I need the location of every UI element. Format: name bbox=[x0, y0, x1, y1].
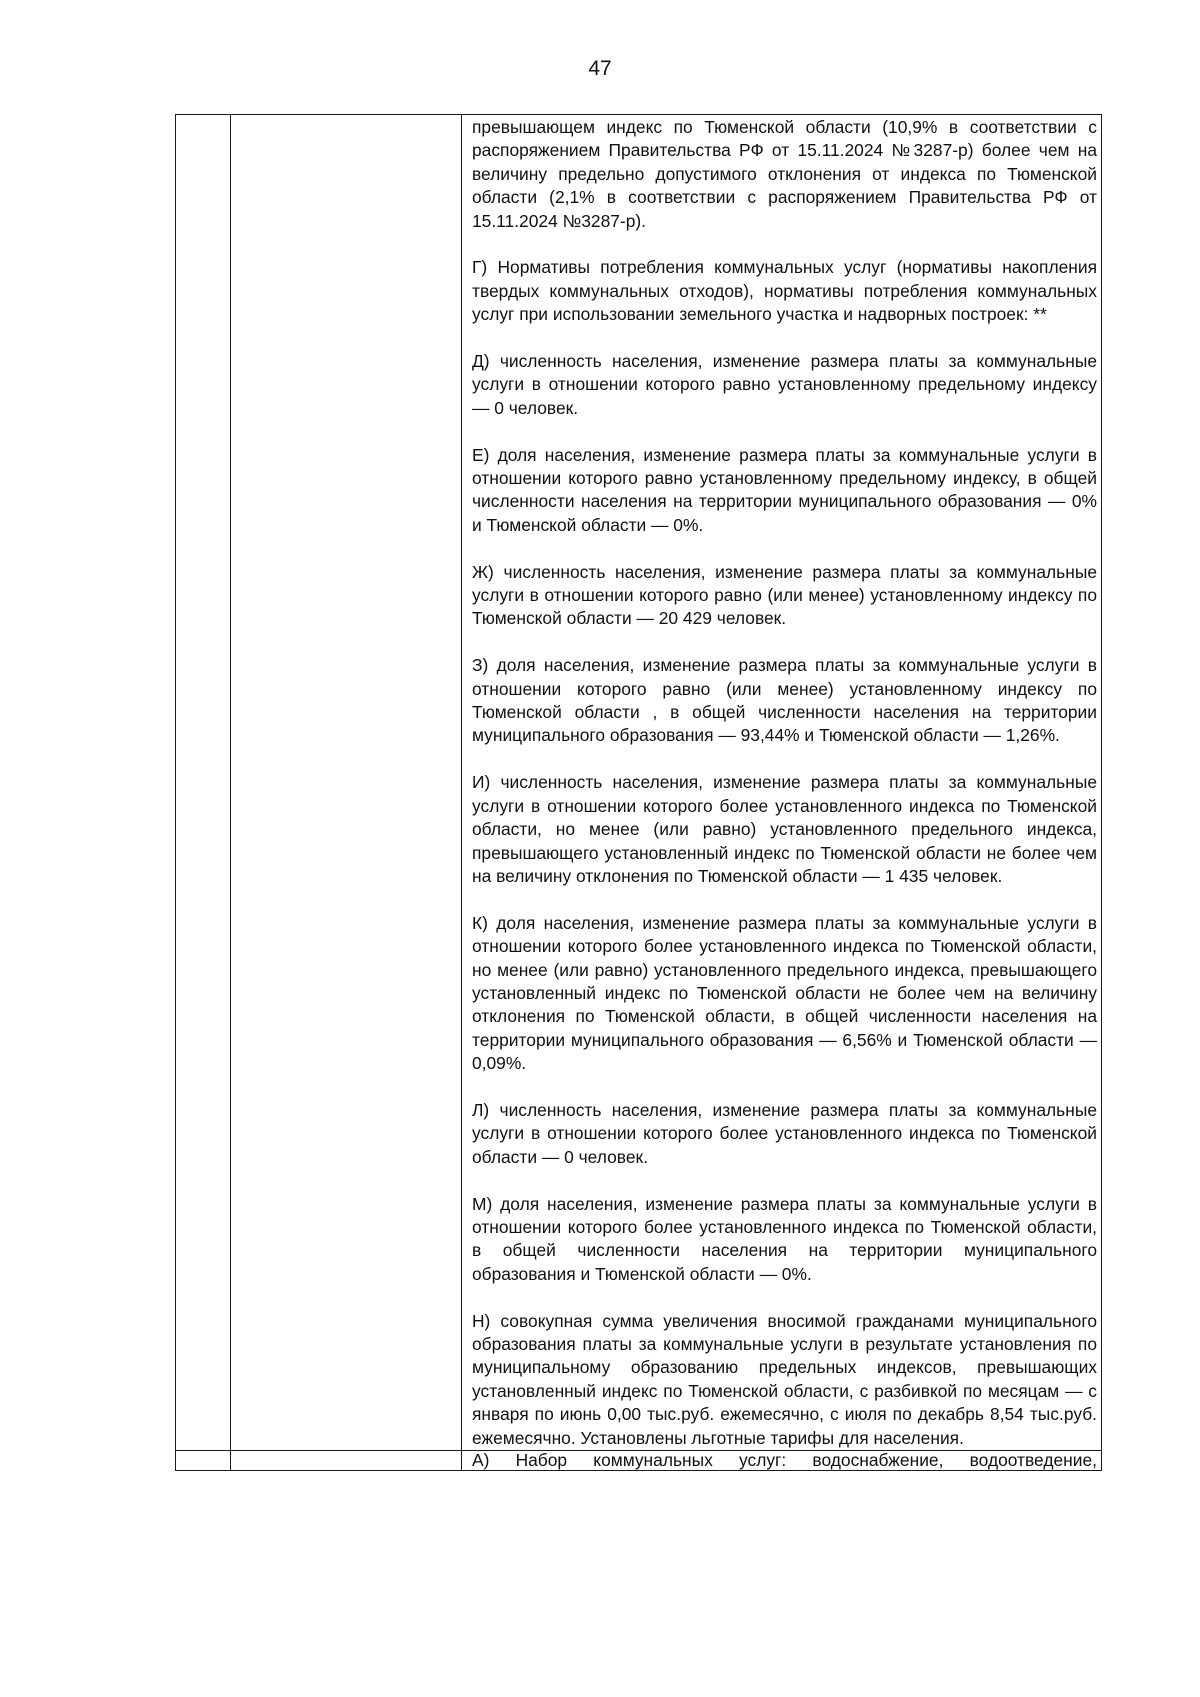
paragraph-zh: Ж) численность населения, изменение размера платы за коммунальные услуги в отношении которого равно (или менее) установленному индексу по Тюменской области — 20 429 человек. bbox=[472, 561, 1097, 629]
paragraph-i: И) численность населения, изменение размера платы за коммунальные услуги в отношении которого более установленного индекса по Тюменской области, но менее (или равно) установленного предельного индекса, превышающего установленный индекс по Тюменской области не более чем на величину отклонения по Тюменской области — 1 435 человек. bbox=[472, 772, 1097, 886]
paragraph-a: А) Набор коммунальных услуг: водоснабжение, водоотведение, bbox=[472, 1451, 1097, 1470]
paragraph-n: Н) совокупная сумма увеличения вносимой гражданами муниципального образования платы за коммунальные услуги в результате установления по муниципальному образованию предельных индексов, превышающих установленный индекс по Тюменской области, с разбивкой по месяцам — с января по июнь 0,00 тыс.руб. ежемесячно, с июля по декабрь 8,54 тыс.руб. ежемесячно. Установлены льготные тарифы для населения. bbox=[472, 1310, 1097, 1448]
table-row bbox=[176, 115, 1102, 1451]
table-cell-content bbox=[462, 1451, 1102, 1471]
paragraph-g: Г) Нормативы потребления коммунальных услуг (нормативы накопления твердых коммунальных отходов), нормативы потребления коммунальных услуг при использовании земельного участка и надворных построек: ** bbox=[472, 257, 1097, 325]
table-cell-municipality bbox=[231, 1451, 462, 1471]
paragraph-k: К) доля населения, изменение размера платы за коммунальные услуги в отношении которого более установленного индекса по Тюменской области, но менее (или равно) установленного предельного индекса, превышающего установленный индекс по Тюменской области не более чем на величину отклонения по Тюменской области, в общей численности населения на территории муниципального образования — 6,56% и Тюменской области — 0,09%. bbox=[472, 912, 1097, 1074]
paragraph-m: М) доля населения, изменение размера платы за коммунальные услуги в отношении которого более установленного индекса по Тюменской области, в общей численности населения на территории муниципального образования и Тюменской области — 0%. bbox=[472, 1193, 1097, 1284]
table-row bbox=[176, 1451, 1102, 1471]
paragraph-l: Л) численность населения, изменение размера платы за коммунальные услуги в отношении которого более установленного индекса по Тюменской области — 0 человек. bbox=[472, 1099, 1097, 1167]
paragraph-e: Е) доля населения, изменение размера платы за коммунальные услуги в отношении которого равно установленному предельному индексу, в общей численности населения на территории муниципального образования — 0% и Тюменской области — 0%. bbox=[472, 444, 1097, 535]
page-number: 47 bbox=[588, 57, 612, 80]
paragraph-d: Д) численность населения, изменение размера платы за коммунальные услуги в отношении которого равно установленному предельному индексу — 0 человек. bbox=[472, 351, 1097, 418]
table-cell-number bbox=[176, 1451, 231, 1471]
document-table bbox=[175, 114, 1102, 1471]
paragraph-continuation: превышающем индекс по Тюменской области (10,9% в соответствии с распоряжением Правительства РФ от 15.11.2024 №3287-р) более чем на величину предельно допустимого отклонения от индекса по Тюменской области (2,1% в соответствии с распоряжением Правительства РФ от 15.11.2024 №3287-р). bbox=[472, 117, 1097, 231]
table-cell-municipality bbox=[231, 115, 462, 1451]
table-cell-content bbox=[462, 115, 1102, 1451]
table-cell-number bbox=[176, 115, 231, 1451]
paragraph-z: З) доля населения, изменение размера платы за коммунальные услуги в отношении которого равно (или менее) установленному индексу по Тюменской области , в общей численности населения на территории муниципального образования — 93,44% и Тюменской области — 1,26%. bbox=[472, 655, 1097, 746]
